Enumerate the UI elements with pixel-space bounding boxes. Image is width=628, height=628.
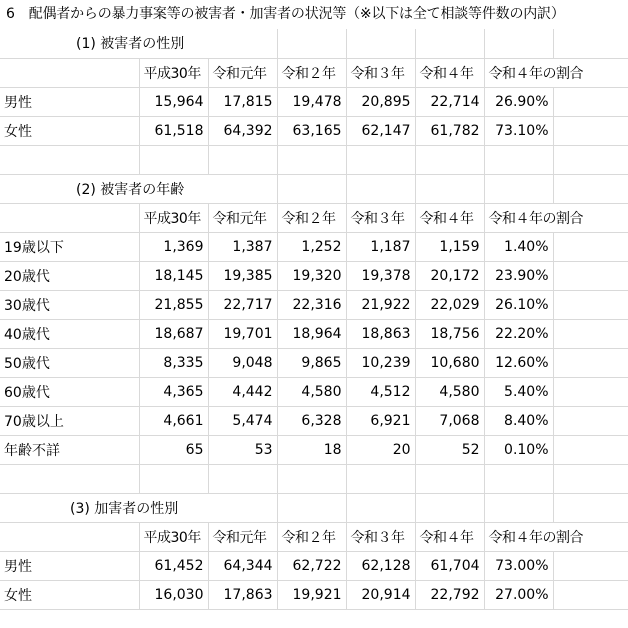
col-header[interactable]: 令和４年 [415, 203, 484, 232]
cell[interactable] [553, 174, 628, 203]
value-cell[interactable]: 22,316 [277, 290, 346, 319]
data-table [0, 29, 628, 610]
value-cell[interactable]: 18,863 [346, 319, 415, 348]
cell[interactable] [0, 145, 139, 174]
percent-cell[interactable]: 22.20% [484, 319, 553, 348]
value-cell[interactable]: 52 [415, 435, 484, 464]
row-label[interactable]: 19歳以下 [0, 232, 139, 261]
value-cell[interactable]: 63,165 [277, 116, 346, 145]
value-cell[interactable]: 20 [346, 435, 415, 464]
value-cell[interactable]: 64,392 [208, 116, 277, 145]
table-row [0, 116, 628, 145]
cell[interactable] [484, 29, 553, 58]
value-cell[interactable]: 61,452 [139, 551, 208, 580]
section-heading-victim-gender[interactable]: (1) 被害者の性別 [0, 29, 277, 58]
table-row [0, 551, 628, 580]
table-row [0, 435, 628, 464]
cell[interactable] [415, 174, 484, 203]
value-cell[interactable]: 4,580 [415, 377, 484, 406]
cell[interactable] [139, 464, 208, 493]
cell[interactable] [553, 319, 628, 348]
col-header[interactable]: 平成30年 [139, 58, 208, 87]
cell[interactable] [484, 464, 553, 493]
table-row [0, 580, 628, 609]
table-row [0, 87, 628, 116]
value-cell[interactable]: 18,964 [277, 319, 346, 348]
value-cell[interactable]: 1,159 [415, 232, 484, 261]
row-label[interactable]: 70歳以上 [0, 406, 139, 435]
col-header[interactable]: 令和元年 [208, 522, 277, 551]
value-cell[interactable]: 53 [208, 435, 277, 464]
cell[interactable] [553, 290, 628, 319]
cell[interactable] [553, 29, 628, 58]
value-cell[interactable]: 9,048 [208, 348, 277, 377]
col-header[interactable]: 令和４年の割合 [484, 203, 628, 232]
col-header[interactable]: 令和元年 [208, 58, 277, 87]
table-row [0, 348, 628, 377]
section-heading-victim-age[interactable]: (2) 被害者の年齢 [0, 174, 277, 203]
col-header[interactable]: 平成30年 [139, 203, 208, 232]
value-cell[interactable]: 20,914 [346, 580, 415, 609]
empty-row [0, 464, 628, 493]
value-cell[interactable]: 9,865 [277, 348, 346, 377]
percent-cell[interactable]: 8.40% [484, 406, 553, 435]
value-cell[interactable]: 5,474 [208, 406, 277, 435]
cell[interactable] [484, 174, 553, 203]
percent-cell[interactable]: 27.00% [484, 580, 553, 609]
value-cell[interactable]: 1,252 [277, 232, 346, 261]
percent-cell[interactable]: 0.10% [484, 435, 553, 464]
table-row [0, 319, 628, 348]
value-cell[interactable]: 19,478 [277, 87, 346, 116]
percent-cell[interactable]: 26.10% [484, 290, 553, 319]
col-header[interactable]: 令和元年 [208, 203, 277, 232]
title-number: 6 [6, 6, 15, 22]
col-header[interactable]: 令和４年 [415, 522, 484, 551]
cell[interactable] [0, 58, 139, 87]
table-row [0, 290, 628, 319]
value-cell[interactable]: 6,921 [346, 406, 415, 435]
cell[interactable] [415, 464, 484, 493]
cell[interactable] [553, 435, 628, 464]
col-header[interactable]: 令和３年 [346, 58, 415, 87]
cell[interactable] [415, 29, 484, 58]
value-cell[interactable]: 10,239 [346, 348, 415, 377]
cell[interactable] [553, 406, 628, 435]
col-header[interactable]: 令和４年 [415, 58, 484, 87]
cell[interactable] [346, 464, 415, 493]
value-cell[interactable]: 22,717 [208, 290, 277, 319]
value-cell[interactable]: 18,756 [415, 319, 484, 348]
value-cell[interactable]: 61,782 [415, 116, 484, 145]
table-row [0, 406, 628, 435]
value-cell[interactable]: 19,701 [208, 319, 277, 348]
cell[interactable] [553, 145, 628, 174]
col-header[interactable]: 令和４年の割合 [484, 522, 628, 551]
value-cell[interactable]: 22,714 [415, 87, 484, 116]
col-header[interactable]: 令和２年 [277, 58, 346, 87]
row-label[interactable]: 女性 [0, 116, 139, 145]
value-cell[interactable]: 18 [277, 435, 346, 464]
value-cell[interactable]: 20,895 [346, 87, 415, 116]
value-cell[interactable]: 4,512 [346, 377, 415, 406]
col-header[interactable]: 令和４年の割合 [484, 58, 628, 87]
cell[interactable] [553, 232, 628, 261]
percent-cell[interactable]: 5.40% [484, 377, 553, 406]
value-cell[interactable]: 17,863 [208, 580, 277, 609]
cell[interactable] [277, 174, 346, 203]
value-cell[interactable]: 10,680 [415, 348, 484, 377]
cell[interactable] [553, 493, 628, 522]
cell[interactable] [277, 464, 346, 493]
table-row [0, 261, 628, 290]
cell[interactable] [484, 145, 553, 174]
value-cell[interactable]: 4,442 [208, 377, 277, 406]
cell[interactable] [0, 464, 139, 493]
value-cell[interactable]: 21,855 [139, 290, 208, 319]
value-cell[interactable]: 19,320 [277, 261, 346, 290]
row-label[interactable]: 60歳代 [0, 377, 139, 406]
value-cell[interactable]: 8,335 [139, 348, 208, 377]
value-cell[interactable]: 16,030 [139, 580, 208, 609]
percent-cell[interactable]: 73.10% [484, 116, 553, 145]
col-header[interactable]: 令和３年 [346, 522, 415, 551]
cell[interactable] [277, 29, 346, 58]
value-cell[interactable]: 20,172 [415, 261, 484, 290]
value-cell[interactable]: 7,068 [415, 406, 484, 435]
cell[interactable] [415, 493, 484, 522]
value-cell[interactable]: 6,328 [277, 406, 346, 435]
section-heading-row [0, 493, 628, 522]
cell[interactable] [0, 203, 139, 232]
header-row [0, 522, 628, 551]
value-cell[interactable]: 4,661 [139, 406, 208, 435]
row-label[interactable]: 20歳代 [0, 261, 139, 290]
title-text: 配偶者からの暴力事案等の被害者・加害者の状況等（※以下は全て相談等件数の内訳） [28, 6, 565, 22]
value-cell[interactable]: 62,147 [346, 116, 415, 145]
section-heading-row [0, 174, 628, 203]
cell[interactable] [346, 493, 415, 522]
value-cell[interactable]: 4,365 [139, 377, 208, 406]
row-label[interactable]: 50歳代 [0, 348, 139, 377]
cell[interactable] [139, 145, 208, 174]
cell[interactable] [553, 87, 628, 116]
cell[interactable] [0, 522, 139, 551]
header-row [0, 58, 628, 87]
value-cell[interactable]: 1,187 [346, 232, 415, 261]
value-cell[interactable]: 18,687 [139, 319, 208, 348]
cell[interactable] [553, 580, 628, 609]
col-header[interactable]: 令和２年 [277, 522, 346, 551]
cell[interactable] [346, 145, 415, 174]
value-cell[interactable]: 65 [139, 435, 208, 464]
header-row [0, 203, 628, 232]
cell[interactable] [553, 348, 628, 377]
value-cell[interactable]: 17,815 [208, 87, 277, 116]
value-cell[interactable]: 1,369 [139, 232, 208, 261]
cell[interactable] [553, 116, 628, 145]
value-cell[interactable]: 1,387 [208, 232, 277, 261]
sheet-title [6, 4, 565, 24]
value-cell[interactable]: 22,029 [415, 290, 484, 319]
col-header[interactable]: 令和２年 [277, 203, 346, 232]
value-cell[interactable]: 15,964 [139, 87, 208, 116]
section-heading-row [0, 29, 628, 58]
value-cell[interactable]: 19,921 [277, 580, 346, 609]
percent-cell[interactable]: 73.00% [484, 551, 553, 580]
value-cell[interactable]: 61,704 [415, 551, 484, 580]
percent-cell[interactable]: 1.40% [484, 232, 553, 261]
cell[interactable] [553, 551, 628, 580]
percent-cell[interactable]: 23.90% [484, 261, 553, 290]
row-label[interactable]: 男性 [0, 551, 139, 580]
value-cell[interactable]: 64,344 [208, 551, 277, 580]
cell[interactable] [553, 261, 628, 290]
cell[interactable] [553, 377, 628, 406]
percent-cell[interactable]: 26.90% [484, 87, 553, 116]
table-row [0, 377, 628, 406]
cell[interactable] [415, 145, 484, 174]
cell[interactable] [208, 145, 277, 174]
value-cell[interactable]: 21,922 [346, 290, 415, 319]
value-cell[interactable]: 22,792 [415, 580, 484, 609]
empty-row [0, 145, 628, 174]
value-cell[interactable]: 62,722 [277, 551, 346, 580]
cell[interactable] [277, 493, 346, 522]
cell[interactable] [277, 145, 346, 174]
value-cell[interactable]: 18,145 [139, 261, 208, 290]
value-cell[interactable]: 61,518 [139, 116, 208, 145]
cell[interactable] [346, 29, 415, 58]
cell[interactable] [484, 493, 553, 522]
row-label[interactable]: 年齢不詳 [0, 435, 139, 464]
value-cell[interactable]: 4,580 [277, 377, 346, 406]
row-label[interactable]: 女性 [0, 580, 139, 609]
col-header[interactable]: 平成30年 [139, 522, 208, 551]
cell[interactable] [346, 174, 415, 203]
percent-cell[interactable]: 12.60% [484, 348, 553, 377]
row-label[interactable]: 男性 [0, 87, 139, 116]
col-header[interactable]: 令和３年 [346, 203, 415, 232]
row-label[interactable]: 30歳代 [0, 290, 139, 319]
value-cell[interactable]: 62,128 [346, 551, 415, 580]
value-cell[interactable]: 19,385 [208, 261, 277, 290]
row-label[interactable]: 40歳代 [0, 319, 139, 348]
table-row [0, 232, 628, 261]
section-heading-offender-gender[interactable]: (3) 加害者の性別 [0, 493, 277, 522]
cell[interactable] [208, 464, 277, 493]
cell[interactable] [553, 464, 628, 493]
value-cell[interactable]: 19,378 [346, 261, 415, 290]
